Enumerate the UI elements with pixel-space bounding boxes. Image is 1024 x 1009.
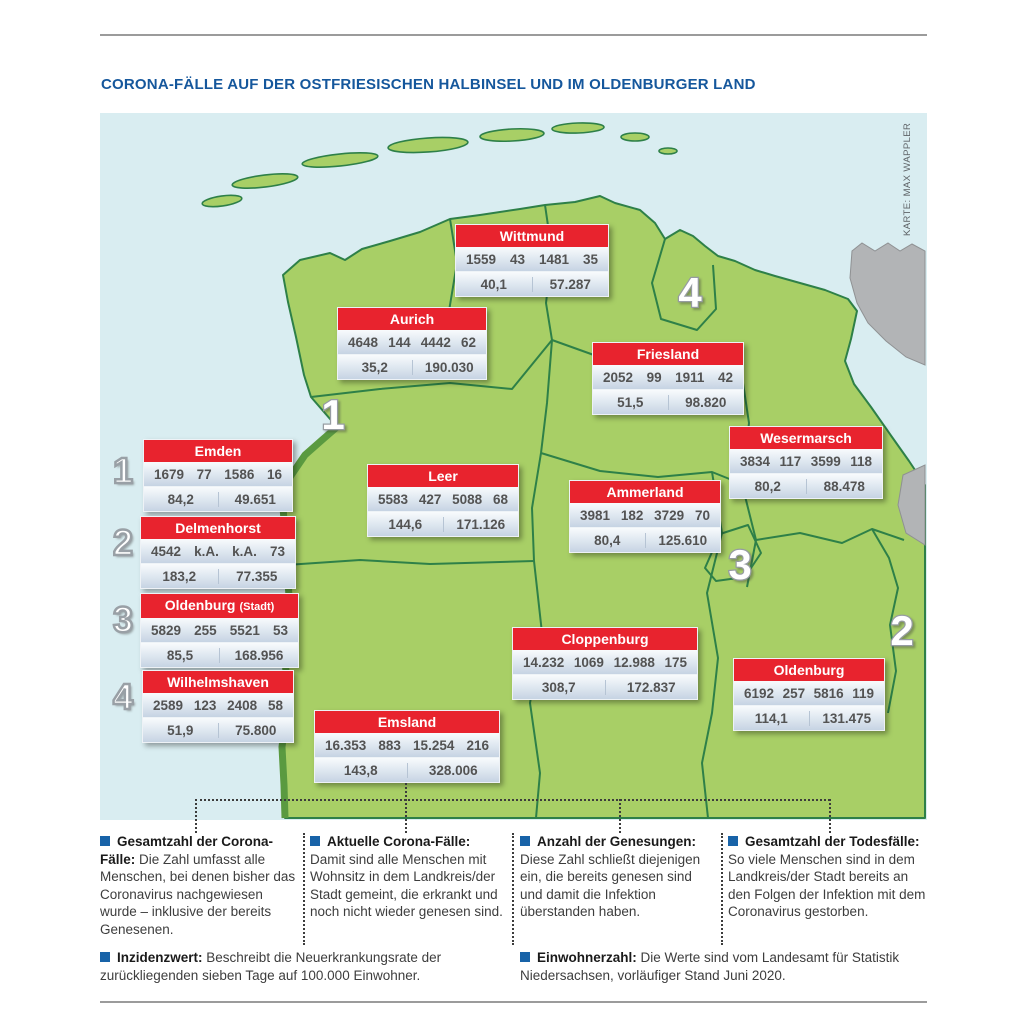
islands-group [201, 122, 677, 209]
recovered-count: 5816 [813, 685, 844, 701]
district-box-wittmund [455, 224, 609, 297]
top-rule [100, 34, 927, 36]
district-name-text: Wilhelmshaven [167, 674, 269, 690]
district-name-text: Delmenhorst [175, 520, 261, 536]
active-cases: 883 [378, 737, 401, 753]
population-value: 57.287 [532, 277, 609, 292]
death-count: 119 [852, 685, 874, 701]
district-name [513, 628, 697, 650]
recovered-count: 1586 [224, 466, 255, 482]
island [388, 135, 469, 155]
dotted-separator [303, 833, 305, 945]
incidence-value: 35,2 [361, 359, 388, 375]
death-count: 175 [664, 654, 687, 670]
district-name [143, 671, 293, 693]
incidence-value: 40,1 [480, 276, 507, 292]
active-cases: 117 [779, 453, 802, 469]
list-marker-3: 3 [112, 599, 134, 640]
district-box-wesermarsch [729, 426, 883, 499]
total-cases: 2052 [603, 369, 634, 385]
recovered-count: 5521 [229, 622, 260, 638]
total-cases: 1679 [154, 466, 185, 482]
district-name-text: Ammerland [606, 484, 684, 500]
population-value: 88.478 [806, 479, 883, 494]
total-cases: 5583 [378, 491, 409, 507]
legend-bullet-icon [100, 952, 110, 962]
district-name-text: Friesland [636, 346, 700, 362]
dotted-separator [512, 833, 514, 945]
page-title: CORONA-FÄLLE AUF DER OSTFRIESISCHEN HALBINSEL UND IM OLDENBURGER LAND [101, 76, 756, 93]
legend-lead: Inzidenzwert: [117, 950, 203, 965]
population-value: 131.475 [809, 711, 885, 726]
total-cases: 2589 [153, 697, 184, 713]
list-marker-2: 2 [112, 522, 134, 563]
district-name-text: Emden [194, 443, 242, 459]
district-name-text: Wittmund [499, 228, 565, 244]
death-count: 216 [466, 737, 489, 753]
recovered-count: 2408 [227, 697, 258, 713]
dotted-connector-line [829, 799, 831, 833]
population-value: 172.837 [605, 680, 698, 695]
dotted-connector-line [619, 799, 621, 833]
map-marker-2: 2 [890, 607, 914, 654]
dotted-connector-line [195, 799, 197, 833]
legend-text: Beschreibt die Neuerkrankungsrate der zurückliegenden sieben Tage auf 100.000 Einwohner. [100, 950, 442, 983]
legend-item-recovered [520, 833, 717, 921]
death-count: 68 [492, 491, 508, 507]
district-box-leer [367, 464, 519, 537]
list-marker-1: 1 [112, 450, 134, 491]
island [201, 193, 242, 208]
district-box-ammerland [569, 480, 721, 553]
population-value: 98.820 [668, 395, 744, 410]
island [659, 148, 677, 154]
recovered-count: 5088 [452, 491, 483, 507]
map-area [100, 113, 927, 820]
incidence-value: 80,4 [594, 532, 621, 548]
district-box-oldenburg [733, 658, 885, 731]
dotted-connector-line [195, 799, 830, 801]
legend-item-incidence [100, 949, 502, 984]
incidence-value: 85,5 [166, 647, 194, 663]
total-cases: 5829 [151, 622, 182, 638]
death-count: 70 [694, 507, 710, 523]
total-cases: 1559 [466, 251, 497, 267]
recovered-count: 1911 [675, 369, 705, 385]
map-marker-4: 4 [678, 269, 702, 316]
district-name-text: Wesermarsch [760, 430, 852, 446]
recovered-count: 12.988 [613, 654, 655, 670]
map-marker-1: 1 [321, 391, 345, 438]
legend-bullet-icon [310, 836, 320, 846]
population-value: 171.126 [443, 517, 519, 532]
dotted-connector-line [405, 783, 407, 833]
legend-text: Damit sind alle Menschen mit Wohnsitz in dem Landkreis/der Stadt gemeint, die erkrankt und noch nicht wieder genesen sind. [310, 851, 503, 920]
legend-lead: Aktuelle Corona-Fälle: [327, 834, 471, 849]
island [232, 171, 299, 191]
legend-item-deaths [728, 833, 927, 921]
district-name-text: Oldenburg [773, 662, 845, 678]
island [480, 127, 545, 142]
district-name [734, 659, 884, 681]
death-count: 35 [582, 251, 598, 267]
district-name [368, 465, 518, 487]
recovered-count: k.A. [232, 543, 257, 559]
recovered-count: 15.254 [413, 737, 455, 753]
active-cases: 255 [194, 622, 217, 638]
incidence-value: 51,5 [617, 394, 644, 410]
total-cases: 3834 [740, 453, 771, 469]
district-name-text: Leer [428, 468, 458, 484]
population-value: 75.800 [218, 723, 294, 738]
death-count: 42 [717, 369, 733, 385]
legend-text: Die Zahl umfasst alle Menschen, bei denen bisher das Coronavirus nachgewiesen wurde – inklusive der bereits Genesenen. [100, 851, 296, 937]
population-value: 49.651 [218, 492, 293, 507]
death-count: 58 [267, 697, 283, 713]
total-cases: 3981 [580, 507, 611, 523]
district-name [141, 594, 298, 618]
district-box-aurich [337, 307, 487, 380]
island [552, 122, 604, 134]
legend-text: Diese Zahl schließt diejenigen ein, die bereits genesen sind und damit die Infektion überstanden haben. [520, 851, 701, 920]
island [302, 150, 379, 170]
district-box-friesland [592, 342, 744, 415]
active-cases: 182 [620, 507, 644, 523]
death-count: 118 [850, 453, 872, 469]
district-box-delmenhorst [140, 516, 296, 589]
district-box-wilhelmshaven [142, 670, 294, 743]
map-credit: KARTE: MAX WAPPLER [902, 122, 913, 236]
district-box-emsland [314, 710, 500, 783]
population-value: 125.610 [645, 533, 721, 548]
legend-lead: Einwohnerzahl: [537, 950, 637, 965]
death-count: 62 [460, 334, 476, 350]
total-cases: 16.353 [325, 737, 367, 753]
district-name [570, 481, 720, 503]
incidence-value: 143,8 [343, 762, 378, 778]
incidence-value: 51,9 [167, 722, 194, 738]
district-name [593, 343, 743, 365]
active-cases: 257 [782, 685, 806, 701]
total-cases: 6192 [744, 685, 775, 701]
total-cases: 4542 [151, 543, 182, 559]
population-value: 328.006 [407, 763, 500, 778]
active-cases: 1069 [573, 654, 604, 670]
legend-lead: Gesamtzahl der Todesfälle: [745, 834, 920, 849]
incidence-value: 144,6 [388, 516, 423, 532]
active-cases: 99 [646, 369, 662, 385]
district-box-emden [143, 439, 293, 512]
active-cases: 77 [196, 466, 212, 482]
legend-item-population [520, 949, 928, 984]
district-name [456, 225, 608, 247]
incidence-value: 308,7 [541, 679, 576, 695]
legend-bullet-icon [520, 836, 530, 846]
map-marker-3: 3 [728, 541, 752, 588]
active-cases: 43 [509, 251, 526, 267]
legend-bullet-icon [728, 836, 738, 846]
legend-lead: Gesamtzahl der Corona-Fälle: [100, 834, 274, 867]
total-cases: 4648 [348, 334, 379, 350]
bottom-rule [100, 1001, 927, 1003]
district-name-suffix: (Stadt) [239, 601, 275, 613]
legend-bullet-icon [520, 952, 530, 962]
district-name-text: Aurich [389, 311, 435, 327]
death-count: 73 [269, 543, 285, 559]
estuary-shape [850, 243, 925, 365]
population-value: 77.355 [218, 569, 296, 584]
total-cases: 14.232 [523, 654, 565, 670]
recovered-count: 3729 [654, 507, 685, 523]
island [621, 133, 649, 141]
active-cases: 144 [388, 334, 411, 350]
incidence-value: 84,2 [167, 491, 194, 507]
incidence-value: 114,1 [754, 710, 788, 726]
district-name-text: Oldenburg [164, 597, 236, 613]
active-cases: 123 [193, 697, 217, 713]
death-count: 16 [266, 466, 282, 482]
population-value: 168.956 [219, 648, 298, 663]
legend-text: Die Werte sind vom Landesamt für Statistik Niedersachsen, vorläufiger Stand Juni 2020. [520, 950, 900, 983]
legend-item-active-cases [310, 833, 507, 921]
population-value: 190.030 [412, 360, 487, 375]
list-marker-4: 4 [112, 676, 134, 717]
legend-lead: Anzahl der Genesungen: [537, 834, 697, 849]
district-name [144, 440, 292, 462]
recovered-count: 1481 [538, 251, 569, 267]
legend-bullet-icon [100, 836, 110, 846]
district-box-cloppenburg [512, 627, 698, 700]
active-cases: k.A. [194, 543, 219, 559]
legend-text: So viele Menschen sind in dem Landkreis/der Stadt bereits an den Folgen der Infektion mit dem Coronavirus gestorben. [728, 851, 926, 920]
recovered-count: 4442 [420, 334, 451, 350]
district-name [141, 517, 295, 539]
active-cases: 427 [418, 491, 442, 507]
district-name [730, 427, 882, 449]
district-box-oldenburg-stadt [140, 593, 299, 668]
incidence-value: 183,2 [162, 568, 197, 584]
district-name-text: Cloppenburg [561, 631, 649, 647]
district-name-text: Emsland [377, 714, 437, 730]
district-name [315, 711, 499, 733]
incidence-value: 80,2 [754, 478, 781, 494]
death-count: 53 [272, 622, 288, 638]
dotted-separator [721, 833, 723, 945]
legend-item-total-cases [100, 833, 297, 938]
district-name [338, 308, 486, 330]
recovered-count: 3599 [810, 453, 841, 469]
